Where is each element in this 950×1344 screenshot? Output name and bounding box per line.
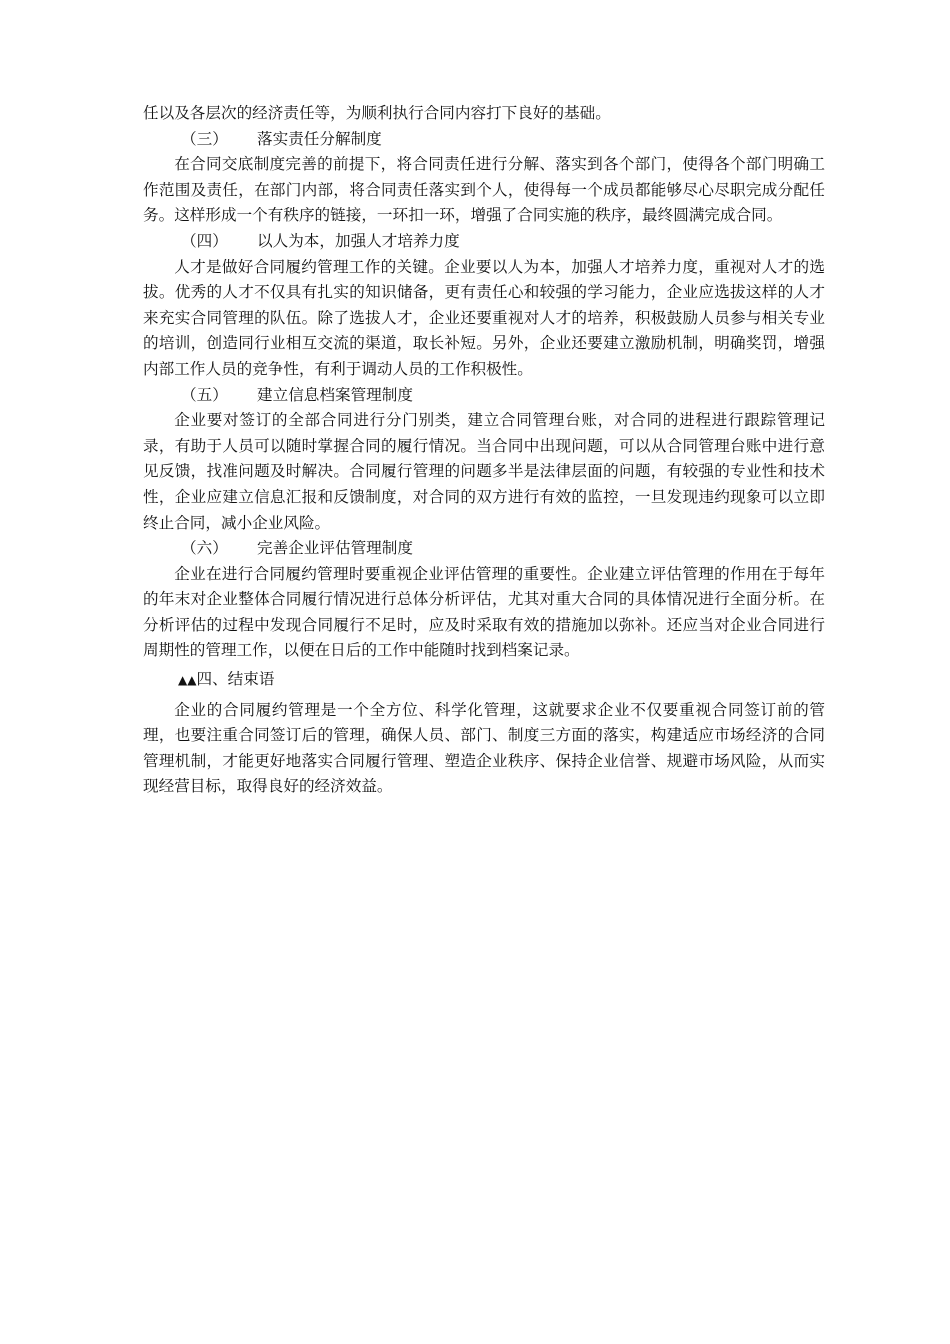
section-title: 落实责任分解制度 — [257, 129, 382, 148]
triangle-marker-icon: ▲▲ — [178, 673, 197, 688]
section-body: 在合同交底制度完善的前提下，将合同责任进行分解、落实到各个部门，使得各个部门明确工作范围及责任，在部门内部，将合同责任落实到个人，使得每一个成员都能够尽心尽职完成分配任务。这样形成一个有秩序的链接，一环扣一环，增强了合同实施的秩序，最终圆满完成合同。 — [143, 155, 825, 225]
section-3 — [143, 127, 825, 229]
section-5 — [143, 383, 825, 537]
section-body: 企业要对签订的全部合同进行分门别类，建立合同管理台账，对合同的进程进行跟踪管理记录，有助于人员可以随时掌握合同的履行情况。当合同中出现问题，可以从合同管理台账中进行意见反馈，找准问题及时解决。合同履行管理的问题多半是法律层面的问题，有较强的专业性和技术性，企业应建立信息汇报和反馈制度，对合同的双方进行有效的监控，一旦发现违约现象可以立即终止合同，减小企业风险。 — [143, 411, 825, 532]
section-number: （五） — [181, 385, 228, 404]
section-number: （四） — [181, 231, 228, 250]
section-heading — [143, 229, 825, 255]
section-title: 以人为本，加强人才培养力度 — [257, 231, 460, 250]
conclusion-body: 企业的合同履约管理是一个全方位、科学化管理，这就要求企业不仅要重视合同签订前的管理，也要注重合同签订后的管理，确保人员、部门、制度三方面的落实，构建适应市场经济的合同管理机制，才能更好地落实合同履行管理、塑造企业秩序、保持企业信誉、规避市场风险，从而实现经营目标，取得良好的经济效益。 — [143, 700, 825, 796]
section-4 — [143, 229, 825, 383]
section-body: 企业在进行合同履约管理时要重视企业评估管理的重要性。企业建立评估管理的作用在于每年的年末对企业整体合同履行情况进行总体分析评估，尤其对重大合同的具体情况进行全面分析。在分析评估的过程中发现合同履行不足时，应及时采取有效的措施加以弥补。还应当对企业合同进行周期性的管理工作，以便在日后的工作中能随时找到档案记录。 — [143, 564, 825, 660]
section-title: 完善企业评估管理制度 — [257, 539, 413, 558]
section-heading — [143, 383, 825, 409]
opening-line: 任以及各层次的经济责任等，为顺利执行合同内容打下良好的基础。 — [143, 104, 611, 122]
section-number: （六） — [181, 539, 228, 558]
section-6 — [143, 536, 825, 664]
conclusion-title: 四、结束语 — [196, 670, 275, 689]
section-number: （三） — [181, 129, 228, 148]
section-heading — [143, 127, 825, 153]
conclusion-heading — [143, 667, 825, 694]
section-heading — [143, 536, 825, 562]
document-page — [143, 101, 825, 800]
conclusion-section — [143, 667, 825, 800]
section-title: 建立信息档案管理制度 — [257, 385, 413, 404]
section-body: 人才是做好合同履约管理工作的关键。企业要以人为本，加强人才培养力度，重视对人才的选拔。优秀的人才不仅具有扎实的知识储备，更有责任心和较强的学习能力，企业应选拔这样的人才来充实合同管理的队伍。除了选拔人才，企业还要重视对人才的培养，积极鼓励人员参与相关专业的培训，创造同行业相互交流的渠道，取长补短。另外，企业还要建立激励机制，明确奖罚，增强内部工作人员的竞争性，有利于调动人员的工作积极性。 — [143, 257, 825, 378]
